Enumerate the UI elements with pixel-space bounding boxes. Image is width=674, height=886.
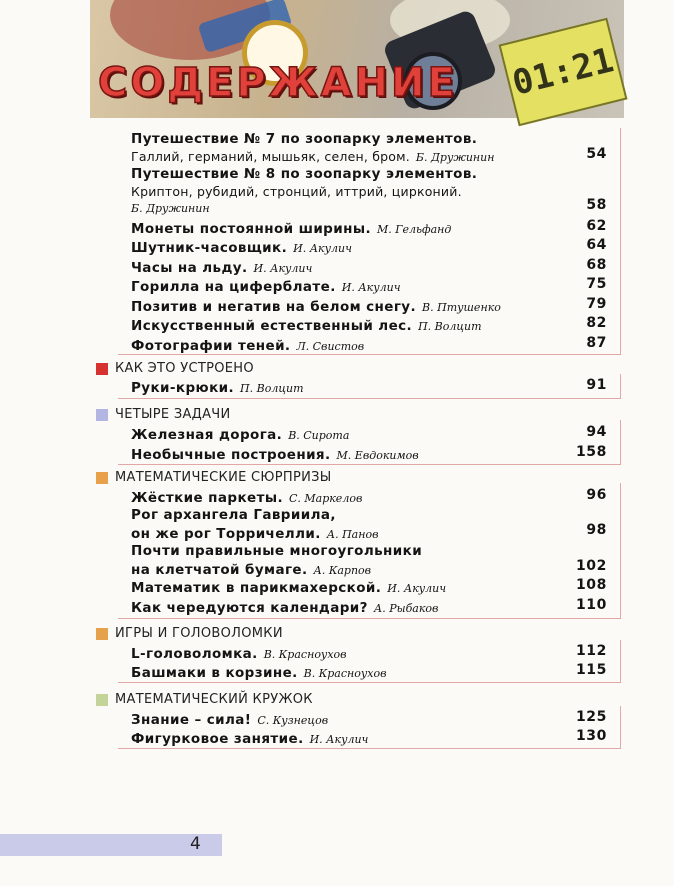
toc-entry[interactable] bbox=[131, 728, 607, 747]
toc-entry[interactable] bbox=[131, 335, 607, 354]
toc-entry[interactable] bbox=[131, 237, 607, 256]
section-divider bbox=[620, 483, 621, 618]
entry-author: И. Акулич bbox=[341, 281, 401, 294]
entry-page: 98 bbox=[586, 522, 607, 538]
section-divider bbox=[118, 682, 621, 683]
entry-title: Фотографии теней. bbox=[131, 338, 291, 354]
section-title: МАТЕМАТИЧЕСКИЙ КРУЖОК bbox=[115, 692, 313, 707]
entry-title-cont: на клетчатой бумаге. bbox=[131, 562, 308, 578]
section-divider bbox=[620, 640, 621, 682]
toc-entry[interactable] bbox=[131, 597, 607, 616]
entry-title: Горилла на циферблате. bbox=[131, 279, 336, 295]
entry-title: Необычные построения. bbox=[131, 447, 331, 463]
entry-author: С. Кузнецов bbox=[257, 714, 329, 727]
toc-entry[interactable] bbox=[131, 577, 607, 596]
toc-entry[interactable] bbox=[131, 131, 607, 164]
footer-bar bbox=[0, 834, 222, 856]
entry-title: Рог архангела Гавриила, bbox=[131, 507, 336, 523]
entry-subtitle: Галлий, германий, мышьяк, селен, бром. bbox=[131, 149, 410, 164]
entry-page: 58 bbox=[586, 197, 607, 213]
toc-entry[interactable] bbox=[131, 377, 607, 396]
entry-page: 115 bbox=[575, 662, 607, 678]
entry-page: 64 bbox=[586, 237, 607, 253]
toc-entry[interactable] bbox=[131, 709, 607, 728]
entry-author: А. Панов bbox=[326, 528, 379, 541]
section-divider bbox=[118, 354, 621, 355]
entry-title: Фигурковое занятие. bbox=[131, 731, 304, 747]
page-number: 4 bbox=[190, 834, 201, 854]
clock-text: 01:21 bbox=[508, 40, 618, 104]
entry-title: Почти правильные многоугольники bbox=[131, 543, 423, 559]
toc-entry[interactable] bbox=[131, 218, 607, 237]
entry-page: 110 bbox=[575, 597, 607, 613]
entry-author: И. Акулич bbox=[293, 242, 352, 255]
toc-entry[interactable] bbox=[131, 487, 607, 506]
entry-title: Как чередуются календари? bbox=[131, 600, 368, 616]
entry-title: Искусственный естественный лес. bbox=[131, 318, 413, 334]
entry-author: В. Птушенко bbox=[422, 301, 501, 314]
entry-title: Шутник-часовщик. bbox=[131, 240, 288, 256]
entry-author: И. Акулич bbox=[253, 262, 313, 275]
entry-title: L-головоломка. bbox=[131, 646, 258, 662]
entry-subtitle: Криптон, рубидий, стронций, иттрий, цирконий. bbox=[131, 184, 462, 199]
entry-page: 79 bbox=[586, 296, 607, 312]
entry-page: 158 bbox=[575, 444, 607, 460]
entry-author: Л. Свистов bbox=[296, 340, 365, 353]
section-divider bbox=[118, 618, 621, 619]
section-divider bbox=[118, 464, 621, 465]
section-divider bbox=[620, 128, 621, 354]
entry-page: 91 bbox=[586, 377, 607, 393]
entry-page: 125 bbox=[575, 709, 607, 725]
entry-page: 68 bbox=[586, 257, 607, 273]
entry-author: А. Рыбаков bbox=[373, 602, 439, 615]
entry-title: Знание – сила! bbox=[131, 712, 252, 728]
section-heading bbox=[96, 470, 332, 485]
toc-entry[interactable] bbox=[131, 257, 607, 276]
entry-page: 87 bbox=[586, 335, 607, 351]
entry-author: В. Сирота bbox=[288, 429, 350, 442]
entry-title: Жёсткие паркеты. bbox=[131, 490, 283, 506]
section-marker bbox=[96, 628, 108, 640]
entry-page: 130 bbox=[575, 728, 607, 744]
toc-entry[interactable] bbox=[131, 276, 607, 295]
section-heading bbox=[96, 626, 283, 641]
entry-author: М. Гельфанд bbox=[376, 223, 452, 236]
entry-author: А. Карпов bbox=[313, 564, 372, 577]
entry-author: В. Красноухов bbox=[303, 667, 387, 680]
entry-title: Позитив и негатив на белом снегу. bbox=[131, 299, 417, 315]
entry-title-cont: он же рог Торричелли. bbox=[131, 526, 321, 542]
section-divider bbox=[118, 748, 621, 749]
entry-author: П. Волцит bbox=[240, 382, 304, 395]
entry-author: П. Волцит bbox=[418, 320, 482, 333]
page-title: СОДЕРЖАНИЕ bbox=[98, 60, 458, 106]
toc-entry[interactable] bbox=[131, 444, 607, 463]
toc-entry[interactable] bbox=[131, 507, 607, 542]
entry-title: Руки-крюки. bbox=[131, 380, 235, 396]
entry-title: Математик в парикмахерской. bbox=[131, 580, 382, 596]
section-divider bbox=[620, 374, 621, 398]
entry-author: Б. Дружинин bbox=[415, 151, 495, 164]
toc-entry[interactable] bbox=[131, 662, 607, 681]
entry-author: М. Евдокимов bbox=[336, 449, 419, 462]
entry-author: В. Красноухов bbox=[263, 648, 347, 661]
entry-page: 54 bbox=[586, 146, 607, 162]
section-title: ЧЕТЫРЕ ЗАДАЧИ bbox=[115, 407, 231, 422]
toc-entry[interactable] bbox=[131, 424, 607, 443]
toc-entry[interactable] bbox=[131, 315, 607, 334]
section-divider bbox=[620, 420, 621, 464]
section-heading bbox=[96, 407, 231, 422]
entry-title: Путешествие № 8 по зоопарку элементов. bbox=[131, 166, 478, 182]
section-divider bbox=[620, 706, 621, 748]
entry-page: 108 bbox=[575, 577, 607, 593]
entry-author: И. Акулич bbox=[387, 582, 447, 595]
entry-title: Башмаки в корзине. bbox=[131, 665, 298, 681]
toc-entry[interactable] bbox=[131, 643, 607, 662]
entry-page: 112 bbox=[575, 643, 607, 659]
section-divider bbox=[118, 398, 621, 399]
entry-page: 82 bbox=[586, 315, 607, 331]
toc-entry[interactable] bbox=[131, 296, 607, 315]
entry-title: Путешествие № 7 по зоопарку элементов. bbox=[131, 131, 478, 147]
entry-author: Б. Дружинин bbox=[131, 202, 210, 215]
section-marker bbox=[96, 472, 108, 484]
section-marker bbox=[96, 694, 108, 706]
entry-page: 94 bbox=[586, 424, 607, 440]
section-title: ИГРЫ И ГОЛОВОЛОМКИ bbox=[115, 626, 283, 641]
entry-author: И. Акулич bbox=[309, 733, 369, 746]
entry-page: 62 bbox=[586, 218, 607, 234]
entry-title: Часы на льду. bbox=[131, 260, 248, 276]
toc-entry[interactable] bbox=[131, 166, 607, 215]
entry-page: 96 bbox=[586, 487, 607, 503]
entry-title: Железная дорога. bbox=[131, 427, 283, 443]
section-heading bbox=[96, 361, 254, 376]
entry-title: Монеты постоянной ширины. bbox=[131, 221, 371, 237]
section-title: КАК ЭТО УСТРОЕНО bbox=[115, 361, 254, 376]
section-heading bbox=[96, 692, 313, 707]
toc-entry[interactable] bbox=[131, 543, 607, 578]
entry-author: С. Маркелов bbox=[288, 492, 363, 505]
section-title: МАТЕМАТИЧЕСКИЕ СЮРПРИЗЫ bbox=[115, 470, 332, 485]
section-marker bbox=[96, 409, 108, 421]
entry-page: 75 bbox=[586, 276, 607, 292]
section-marker bbox=[96, 363, 108, 375]
entry-page: 102 bbox=[575, 558, 607, 574]
